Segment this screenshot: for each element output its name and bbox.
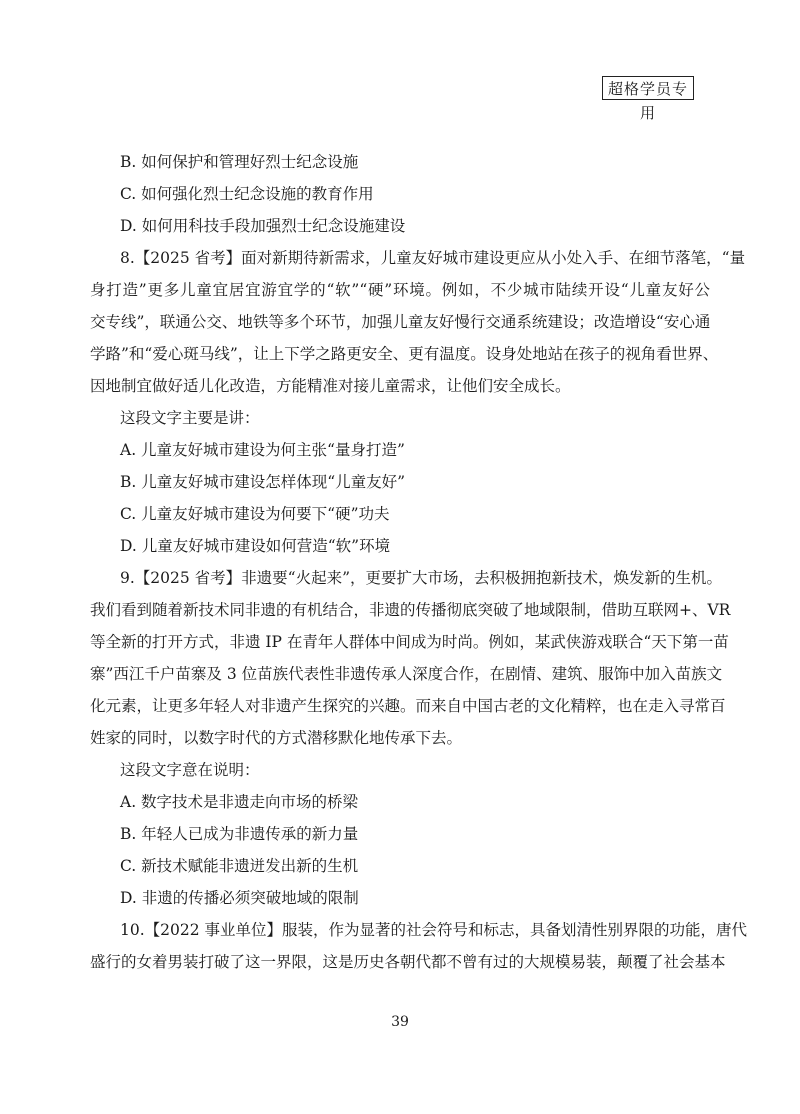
q8-prompt: 这段文字主要是讲： bbox=[120, 409, 260, 427]
q10-stem-line: 盛行的女着男装打破了这一界限，这是历史各朝代都不曾有过的大规模易装，颠覆了社会基本 bbox=[90, 953, 726, 971]
q9-option-d: D. 非遗的传播必须突破地域的限制 bbox=[120, 889, 359, 907]
question-8 bbox=[90, 242, 746, 562]
q9-stem-line: 寨”西江千户苗寨及 3 位苗族代表性非遗传承人深度合作，在剧情、建筑、服饰中加入苗族文 bbox=[90, 665, 723, 683]
q9-stem-line: 等全新的打开方式，非遗 IP 在青年人群体中间成为时尚。例如，某武侠游戏联合“天下第一苗 bbox=[90, 633, 729, 651]
q9-stem-line: 化元素，让更多年轻人对非遗产生探究的兴趣。而来自中国古老的文化精粹，也在走入寻常百 bbox=[90, 697, 726, 715]
q7-option-c: C. 如何强化烈士纪念设施的教育作用 bbox=[120, 185, 374, 203]
q9-option-a: A. 数字技术是非遗走向市场的桥梁 bbox=[120, 793, 359, 811]
q8-stem-line: 因地制宜做好适儿化改造，方能精准对接儿童需求，让他们安全成长。 bbox=[90, 377, 571, 395]
q9-stem-line: 我们看到随着新技术同非遗的有机结合，非遗的传播彻底突破了地域限制，借助互联网+、VR bbox=[90, 601, 731, 619]
student-only-badge: 超格学员专用 bbox=[602, 76, 694, 100]
q10-stem-line: 10.【2022 事业单位】服装，作为显著的社会符号和标志，具备划清性别界限的功能，唐代 bbox=[120, 921, 748, 939]
q9-stem-line: 9.【2025 省考】非遗要“火起来”，更要扩大市场，去积极拥抱新技术，焕发新的生机。 bbox=[120, 569, 723, 587]
q7-option-d: D. 如何用科技手段加强烈士纪念设施建设 bbox=[120, 217, 406, 235]
q8-stem-line: 学路”和“爱心斑马线”，让上下学之路更安全、更有温度。设身处地站在孩子的视角看世界、 bbox=[90, 345, 719, 363]
q7-option-b: B. 如何保护和管理好烈士纪念设施 bbox=[120, 153, 359, 171]
q8-option-a: A. 儿童友好城市建设为何主张“量身打造” bbox=[120, 441, 405, 459]
q8-stem-line: 8.【2025 省考】面对新期待新需求，儿童友好城市建设更应从小处入手、在细节落笔，“量 bbox=[120, 249, 746, 267]
q8-stem-line: 身打造”更多儿童宜居宜游宜学的“软”“硬”环境。例如，不少城市陆续开设“儿童友好公 bbox=[90, 281, 710, 299]
question-10 bbox=[90, 914, 748, 978]
q9-prompt: 这段文字意在说明： bbox=[120, 761, 260, 779]
page-content bbox=[90, 146, 748, 978]
question-9 bbox=[90, 562, 731, 914]
q8-option-b: B. 儿童友好城市建设怎样体现“儿童友好” bbox=[120, 473, 406, 491]
q9-option-c: C. 新技术赋能非遗迸发出新的生机 bbox=[120, 857, 359, 875]
q8-stem-line: 交专线”，联通公交、地铁等多个环节，加强儿童友好慢行交通系统建设；改造增设“安心通 bbox=[90, 313, 711, 331]
page-number: 39 bbox=[391, 1014, 409, 1030]
q8-option-d: D. 儿童友好城市建设如何营造“软”环境 bbox=[120, 537, 391, 555]
q9-option-b: B. 年轻人已成为非遗传承的新力量 bbox=[120, 825, 359, 843]
q9-stem-line: 姓家的同时，以数字时代的方式潜移默化地传承下去。 bbox=[90, 729, 463, 747]
q8-option-c: C. 儿童友好城市建设为何要下“硬”功夫 bbox=[120, 505, 390, 523]
